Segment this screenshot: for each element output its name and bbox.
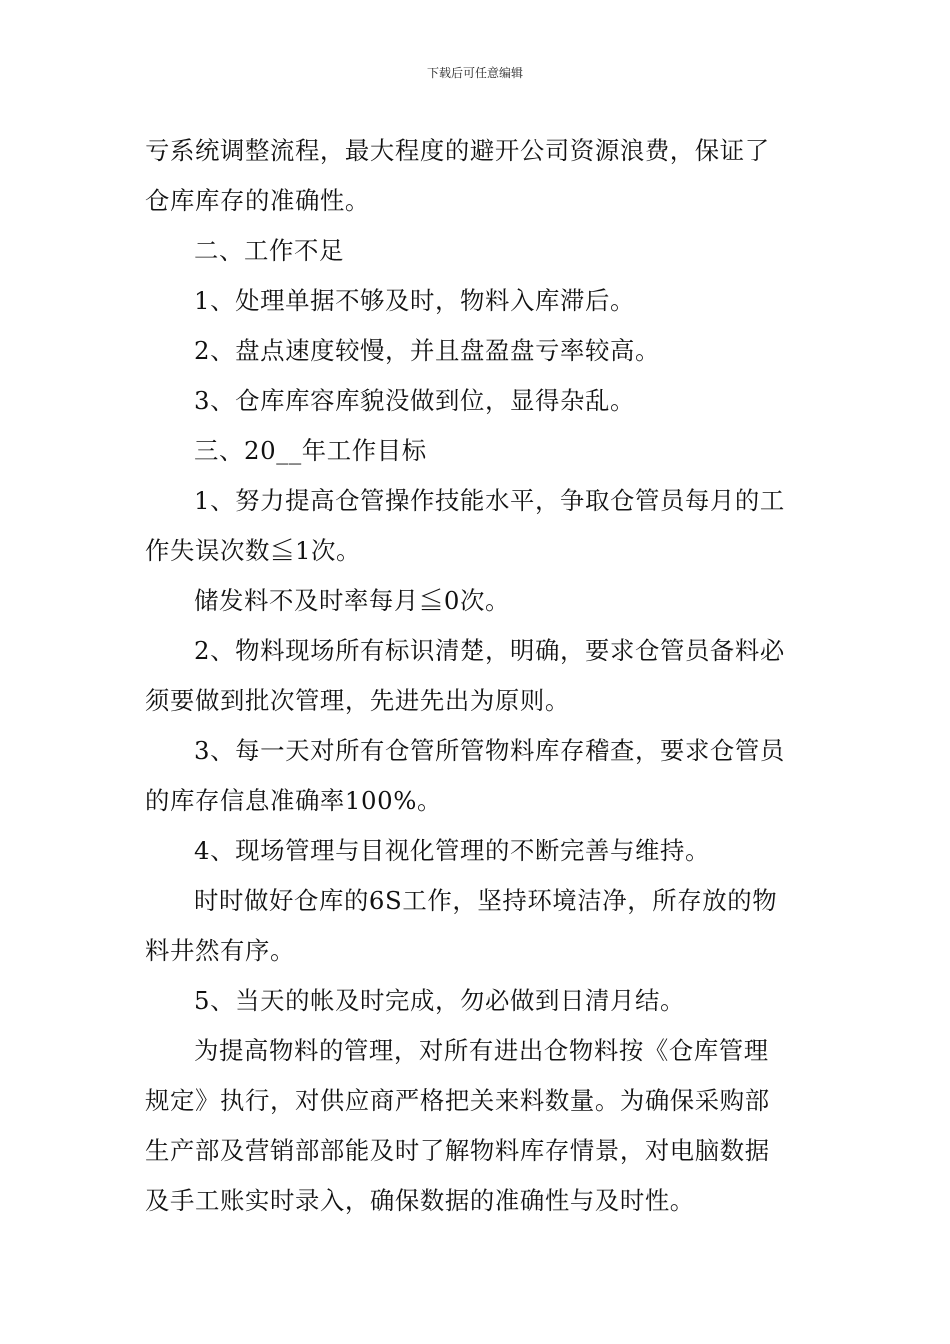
document-body [145, 126, 809, 1226]
paragraph-line: 作失误次数≦1次。 [145, 536, 362, 565]
list-item: 1、处理单据不够及时，物料入库滞后。 [194, 286, 635, 315]
list-item: 4、现场管理与目视化管理的不断完善与维持。 [194, 836, 710, 865]
list-item: 2、盘点速度较慢，并且盘盈盘亏率较高。 [194, 336, 660, 365]
paragraph-line: 为提高物料的管理，对所有进出仓物料按《仓库管理 [194, 1036, 769, 1065]
paragraph-line: 的库存信息准确率100%。 [145, 786, 443, 815]
list-item: 5、当天的帐及时完成，勿必做到日清月结。 [194, 986, 685, 1015]
section-heading: 三、20__年工作目标 [194, 436, 427, 465]
paragraph-line: 料井然有序。 [145, 936, 295, 965]
paragraph-line: 仓库库存的准确性。 [145, 186, 370, 215]
list-item: 3、仓库库容库貌没做到位，显得杂乱。 [194, 386, 635, 415]
paragraph-line: 亏系统调整流程，最大程度的避开公司资源浪费，保证了 [145, 136, 770, 165]
paragraph-line: 生产部及营销部部能及时了解物料库存情景，对电脑数据 [145, 1136, 770, 1165]
paragraph-line: 储发料不及时率每月≦0次。 [194, 586, 511, 615]
list-item: 3、每一天对所有仓管所管物料库存稽查，要求仓管员 [194, 736, 785, 765]
paragraph-line: 规定》执行，对供应商严格把关来料数量。为确保采购部 [145, 1086, 770, 1115]
page-header-note: 下载后可任意编辑 [426, 66, 523, 80]
list-item: 1、努力提高仓管操作技能水平，争取仓管员每月的工 [194, 486, 785, 515]
paragraph-line: 时时做好仓库的6S工作，坚持环境洁净，所存放的物 [194, 886, 778, 915]
section-heading: 二、工作不足 [194, 236, 344, 265]
paragraph-line: 须要做到批次管理，先进先出为原则。 [145, 686, 570, 715]
paragraph-line: 及手工账实时录入，确保数据的准确性与及时性。 [145, 1186, 695, 1215]
list-item: 2、物料现场所有标识清楚，明确，要求仓管员备料必 [194, 636, 785, 665]
